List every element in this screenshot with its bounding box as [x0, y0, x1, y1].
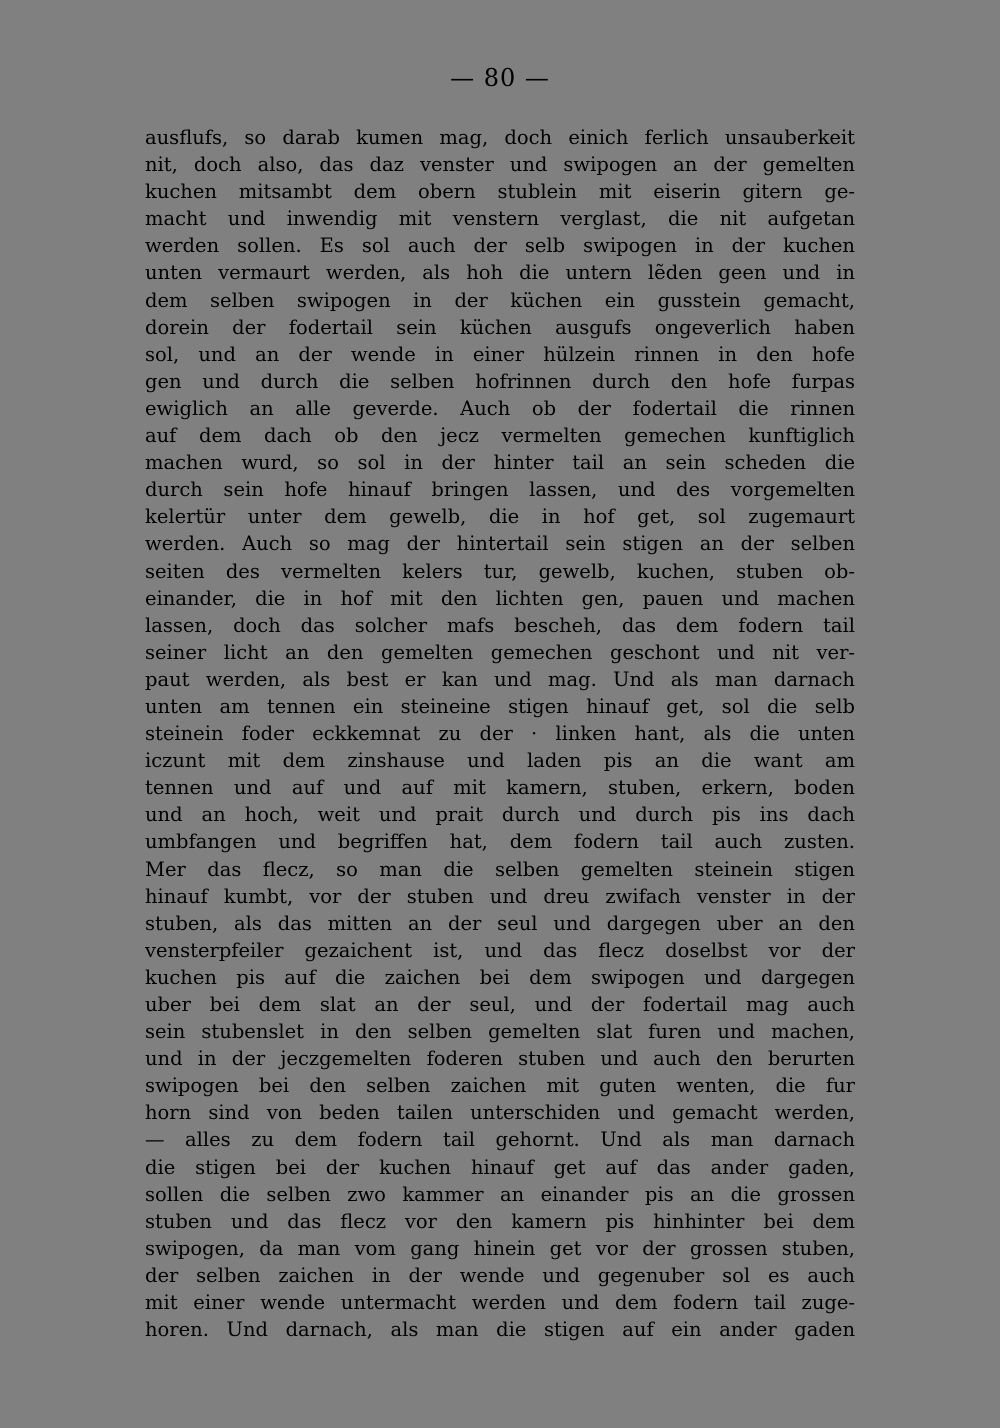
text-line: kuchen pis auf die zaichen bei dem swipogen und dargegen [145, 965, 855, 989]
text-line: sollen die selben zwo kammer an einander pis an die grossen [145, 1182, 855, 1206]
text-line: hinauf kumbt, vor der stuben und dreu zwifach venster in der [145, 884, 855, 908]
text-line: — alles zu dem fodern tail gehornt. Und als man darnach [145, 1128, 855, 1152]
text-line: lassen, doch das solcher mafs bescheh, das dem fodern tail [145, 613, 855, 637]
text-line: Mer das flecz, so man die selben gemelten steinein stigen [145, 857, 855, 881]
text-line: stuben, als das mitten an der seul und dargegen uber an den [145, 911, 855, 935]
text-line: dem selben swipogen in der küchen ein gusstein gemacht, [145, 288, 855, 312]
text-line: und in der jeczgemelten foderen stuben und auch den berurten [145, 1047, 855, 1071]
text-line: machen wurd, so sol in der hinter tail an sein scheden die [145, 451, 855, 475]
text-line: werden sollen. Es sol auch der selb swipogen in der kuchen [145, 234, 855, 258]
text-line: seiten des vermelten kelers tur, gewelb, kuchen, stuben ob- [145, 559, 855, 583]
page-number: — 80 — [450, 64, 550, 92]
text-line: vensterpfeiler gezaichent ist, und das flecz doselbst vor der [145, 938, 855, 962]
text-line: macht und inwendig mit venstern verglast, die nit aufgetan [145, 207, 855, 231]
text-line: gen und durch die selben hofrinnen durch den hofe furpas [145, 369, 855, 393]
text-line: unten am tennen ein steineine stigen hinauf get, sol die selb [145, 694, 855, 718]
text-line: die stigen bei der kuchen hinauf get auf das ander gaden, [145, 1155, 855, 1179]
text-line: unten vermaurt werden, als hoh die untern lẽden geen und in [145, 261, 855, 285]
text-line: iczunt mit dem zinshause und laden pis an die want am [145, 749, 855, 773]
text-line: der selben zaichen in der wende und gegenuber sol es auch [145, 1263, 855, 1287]
body-text [145, 124, 855, 1343]
text-line: mit einer wende untermacht werden und dem fodern tail zuge- [145, 1291, 855, 1315]
text-line: dorein der fodertail sein küchen ausgufs ongeverlich haben [145, 315, 855, 339]
text-line: steinein foder eckkemnat zu der · linken hant, als die unten [145, 722, 855, 746]
text-line: horen. Und darnach, als man die stigen auf ein ander gaden [145, 1318, 855, 1342]
text-line: umbfangen und begriffen hat, dem fodern tail auch zusten. [145, 830, 855, 854]
text-line: paut werden, als best er kan und mag. Und als man darnach [145, 667, 855, 691]
text-line: seiner licht an den gemelten gemechen geschont und nit ver- [145, 640, 855, 664]
text-line: tennen und auf und auf mit kamern, stuben, erkern, boden [145, 776, 855, 800]
text-line: swipogen, da man vom gang hinein get vor der grossen stuben, [145, 1236, 855, 1260]
text-line: nit, doch also, das daz venster und swipogen an der gemelten [145, 153, 855, 177]
text-line: auf dem dach ob den jecz vermelten gemechen kunftiglich [145, 424, 855, 448]
text-line: werden. Auch so mag der hintertail sein stigen an der selben [145, 532, 855, 556]
text-line: und an hoch, weit und prait durch und durch pis ins dach [145, 803, 855, 827]
text-line: einander, die in hof mit den lichten gen, pauen und machen [145, 586, 855, 610]
text-line: uber bei dem slat an der seul, und der fodertail mag auch [145, 993, 855, 1016]
text-line: kuchen mitsambt dem obern stublein mit eiserin gitern ge- [145, 180, 855, 204]
text-line: ewiglich an alle geverde. Auch ob der fodertail die rinnen [145, 396, 855, 420]
text-line: kelertür unter dem gewelb, die in hof get, sol zugemaurt [145, 505, 855, 529]
text-line: sein stubenslet in den selben gemelten slat furen und machen, [145, 1020, 855, 1044]
text-line: sol, und an der wende in einer hülzein rinnen in den hofe [145, 342, 855, 366]
text-line: ausflufs, so darab kumen mag, doch einich ferlich unsauberkeit [145, 126, 855, 149]
text-line: horn sind von beden tailen unterschiden und gemacht werden, [145, 1101, 855, 1125]
text-line: durch sein hofe hinauf bringen lassen, und des vorgemelten [145, 478, 855, 502]
text-line: stuben und das flecz vor den kamern pis hinhinter bei dem [145, 1209, 855, 1233]
text-line: swipogen bei den selben zaichen mit guten wenten, die fur [145, 1074, 855, 1098]
